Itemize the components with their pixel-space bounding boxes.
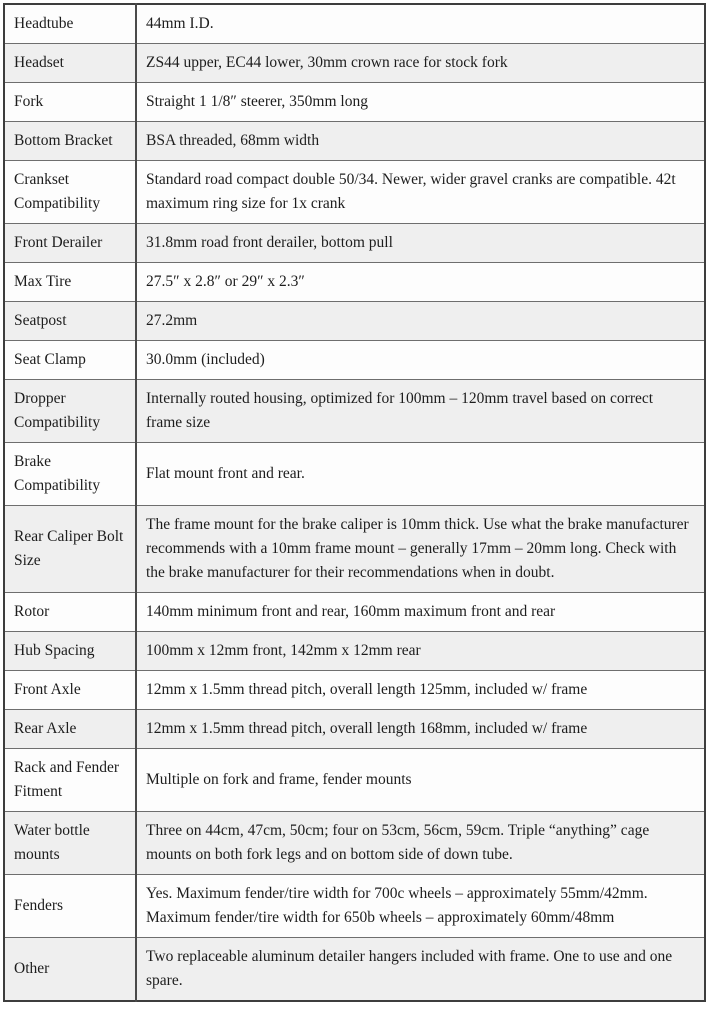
spec-value: BSA threaded, 68mm width — [136, 122, 705, 161]
table-row — [4, 302, 705, 341]
spec-value: Flat mount front and rear. — [136, 443, 705, 506]
table-row — [4, 710, 705, 749]
table-row — [4, 263, 705, 302]
spec-label: Headtube — [4, 4, 136, 44]
table-row — [4, 875, 705, 938]
spec-label: Hub Spacing — [4, 632, 136, 671]
spec-label: Fork — [4, 83, 136, 122]
spec-value: 27.5″ x 2.8″ or 29″ x 2.3″ — [136, 263, 705, 302]
spec-value: Three on 44cm, 47cm, 50cm; four on 53cm, 56cm, 59cm. Triple “anything” cage mounts on both fork legs and on bottom side of down tube. — [136, 812, 705, 875]
table-row — [4, 44, 705, 83]
spec-label: Rear Caliper Bolt Size — [4, 506, 136, 593]
spec-label: Fenders — [4, 875, 136, 938]
spec-value: Internally routed housing, optimized for 100mm – 120mm travel based on correct frame size — [136, 380, 705, 443]
spec-value: Straight 1 1/8″ steerer, 350mm long — [136, 83, 705, 122]
table-row — [4, 224, 705, 263]
spec-value: 100mm x 12mm front, 142mm x 12mm rear — [136, 632, 705, 671]
spec-value: 12mm x 1.5mm thread pitch, overall length 168mm, included w/ frame — [136, 710, 705, 749]
spec-value: 140mm minimum front and rear, 160mm maximum front and rear — [136, 593, 705, 632]
table-row — [4, 938, 705, 1002]
table-row — [4, 632, 705, 671]
table-row — [4, 122, 705, 161]
spec-value: 27.2mm — [136, 302, 705, 341]
table-row — [4, 341, 705, 380]
spec-label: Front Axle — [4, 671, 136, 710]
spec-label: Brake Compatibility — [4, 443, 136, 506]
spec-label: Seatpost — [4, 302, 136, 341]
table-row — [4, 506, 705, 593]
spec-label: Headset — [4, 44, 136, 83]
spec-table — [3, 3, 706, 1002]
spec-label: Seat Clamp — [4, 341, 136, 380]
table-row — [4, 443, 705, 506]
spec-value: Two replaceable aluminum detailer hangers included with frame. One to use and one spare. — [136, 938, 705, 1002]
table-row — [4, 83, 705, 122]
table-row — [4, 749, 705, 812]
spec-label: Rear Axle — [4, 710, 136, 749]
spec-label: Bottom Bracket — [4, 122, 136, 161]
spec-label: Front Derailer — [4, 224, 136, 263]
spec-value: Multiple on fork and frame, fender mounts — [136, 749, 705, 812]
spec-label: Other — [4, 938, 136, 1002]
spec-value: 30.0mm (included) — [136, 341, 705, 380]
spec-label: Rack and Fender Fitment — [4, 749, 136, 812]
spec-label: Crankset Compatibility — [4, 161, 136, 224]
spec-table-body — [4, 4, 705, 1001]
spec-value: Standard road compact double 50/34. Newer, wider gravel cranks are compatible. 42t maximum ring size for 1x crank — [136, 161, 705, 224]
spec-value: 12mm x 1.5mm thread pitch, overall length 125mm, included w/ frame — [136, 671, 705, 710]
table-row — [4, 161, 705, 224]
table-row — [4, 380, 705, 443]
table-row — [4, 671, 705, 710]
table-row — [4, 593, 705, 632]
spec-label: Dropper Compatibility — [4, 380, 136, 443]
spec-label: Max Tire — [4, 263, 136, 302]
spec-label: Rotor — [4, 593, 136, 632]
spec-value: 31.8mm road front derailer, bottom pull — [136, 224, 705, 263]
spec-value: ZS44 upper, EC44 lower, 30mm crown race for stock fork — [136, 44, 705, 83]
spec-value: 44mm I.D. — [136, 4, 705, 44]
spec-value: Yes. Maximum fender/tire width for 700c wheels – approximately 55mm/42mm. Maximum fender/tire width for 650b wheels – approximately 60mm/48mm — [136, 875, 705, 938]
spec-label: Water bottle mounts — [4, 812, 136, 875]
table-row — [4, 4, 705, 44]
spec-value: The frame mount for the brake caliper is 10mm thick. Use what the brake manufacturer recommends with a 10mm frame mount – generally 17mm – 20mm long. Check with the brake manufacturer for their recommendations when in doubt. — [136, 506, 705, 593]
table-row — [4, 812, 705, 875]
